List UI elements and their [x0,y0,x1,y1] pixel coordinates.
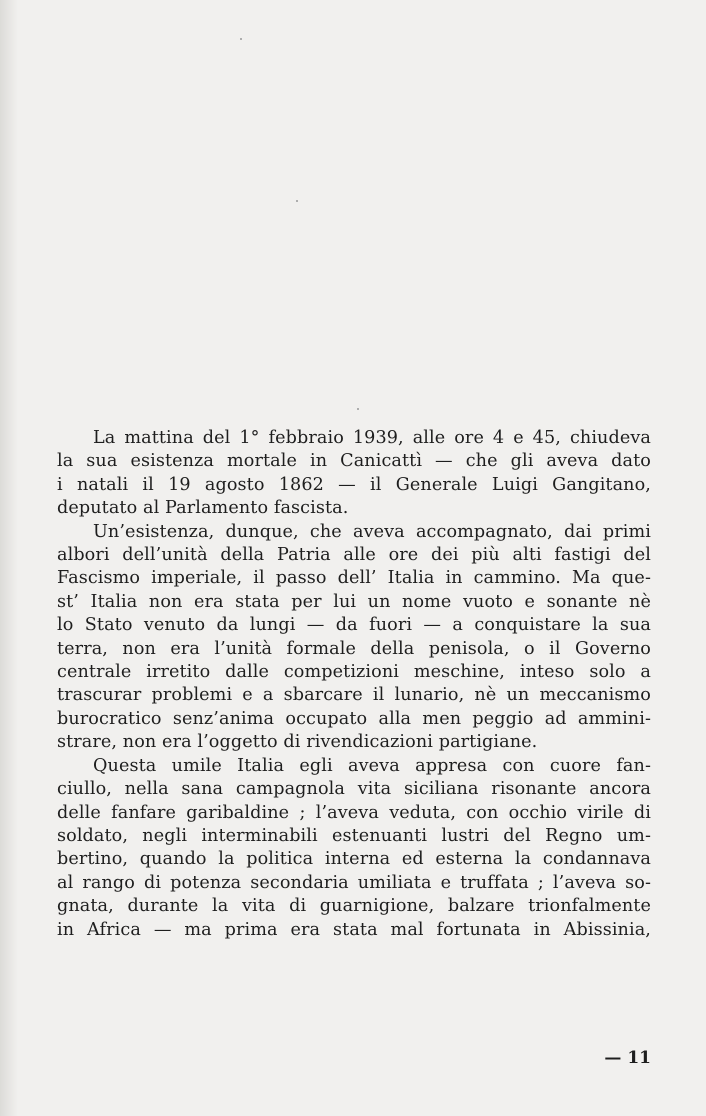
text-line: ciullo, nella sana campagnola vita siciliana risonante ancora [57,779,651,800]
text-line: bertino, quando la politica interna ed esterna la condannava [57,849,651,870]
text-line: lo Stato venuto da lungi — da fuori — a conquistare la sua [57,615,651,636]
page-number: — 11 [604,1048,651,1068]
text-line: in Africa — ma prima era stata mal fortunata in Abissinia, [57,919,651,940]
paper-speck [296,200,298,202]
text-line: Un’esistenza, dunque, che aveva accompagnato, dai primi [93,521,651,542]
text-line: albori dell’unità della Patria alle ore dei più alti fastigi del [57,545,651,566]
text-line: la sua esistenza mortale in Canicattì — che gli aveva dato [57,451,651,472]
text-line: soldato, negli interminabili estenuanti lustri del Regno um- [57,825,651,846]
text-line: al rango di potenza secondaria umiliata e truffata ; l’aveva so- [57,872,651,893]
page-gutter-shadow [0,0,18,1116]
paper-speck [357,408,359,410]
body-text [57,427,651,942]
text-line: burocratico senz’anima occupato alla men peggio ad ammini- [57,708,651,729]
text-line: Questa umile Italia egli aveva appresa con cuore fan- [93,755,651,776]
text-line: trascurar problemi e a sbarcare il lunario, nè un meccanismo [57,685,651,706]
text-line: terra, non era l’unità formale della penisola, o il Governo [57,638,651,659]
text-line: centrale irretito dalle competizioni meschine, inteso solo a [57,662,651,683]
text-line: i natali il 19 agosto 1862 — il Generale Luigi Gangitano, [57,474,651,495]
text-line: Fascismo imperiale, il passo dell’ Italia in cammino. Ma que- [57,568,651,589]
paragraph-3 [57,755,651,942]
text-line: La mattina del 1° febbraio 1939, alle ore 4 e 45, chiudeva [93,428,651,448]
text-line: gnata, durante la vita di guarnigione, balzare trionfalmente [57,896,651,917]
paper-speck [240,38,242,40]
text-line: deputato al Parlamento fascista. [57,498,349,519]
text-line: strare, non era l’oggetto di rivendicazioni partigiane. [57,732,538,753]
text-line: delle fanfare garibaldine ; l’aveva veduta, con occhio virile di [57,802,651,823]
paragraph-2 [57,521,651,755]
paragraph-1 [57,427,651,521]
text-line: st’ Italia non era stata per lui un nome vuoto e sonante nè [57,591,651,612]
